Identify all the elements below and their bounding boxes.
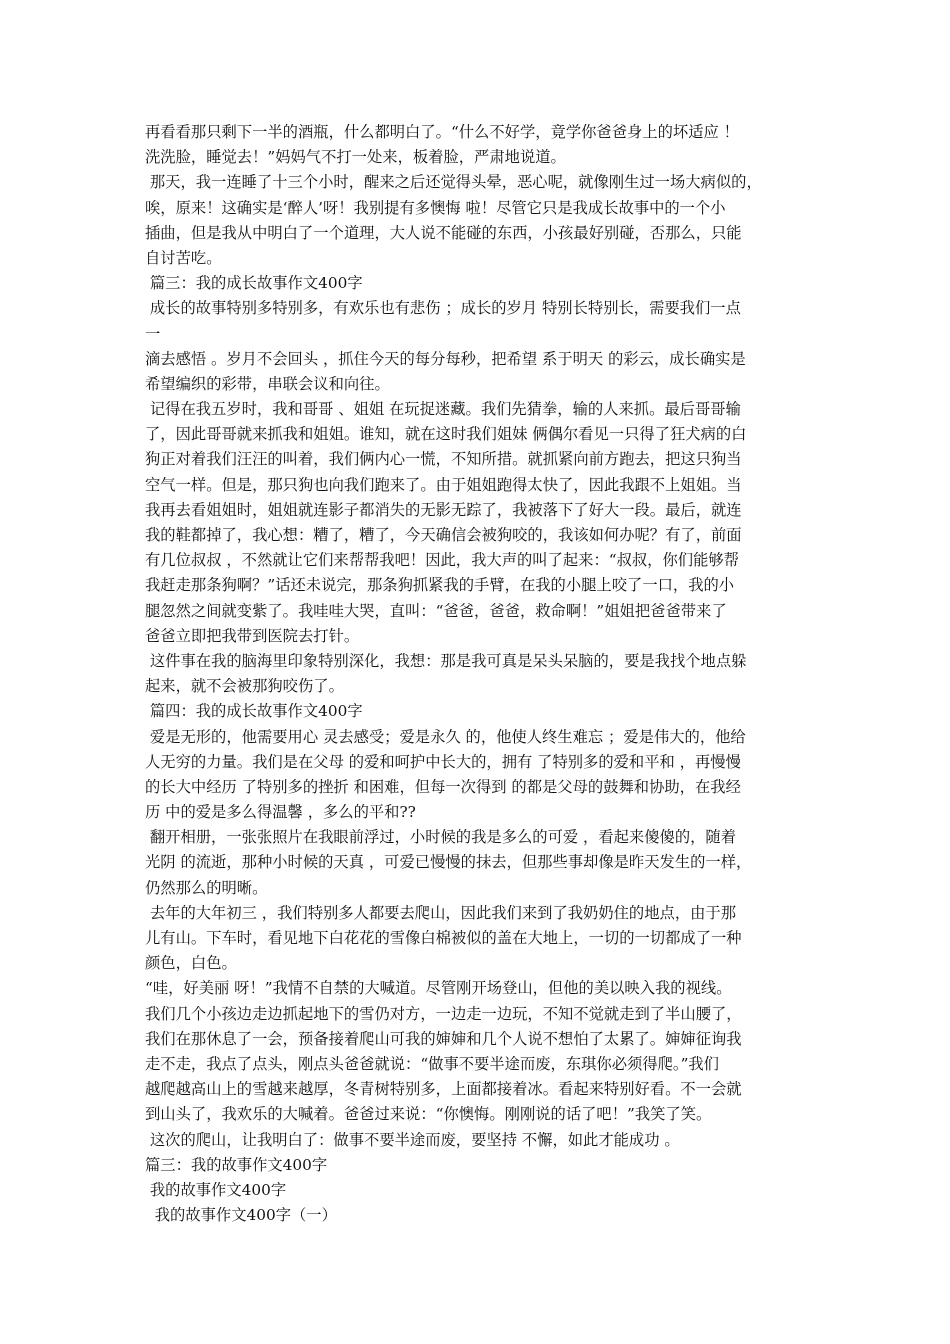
text-line: 儿有山。下车时，看见地下白花花的雪像白棉被似的盖在大地上，一切的一切都成了一种: [145, 929, 742, 947]
text-line: 我赶走那条狗啊？”话还未说完，那条狗抓紧我的手臂，在我的小腿上咬了一口，我的小: [145, 576, 735, 595]
text-line: “哇，好美丽 呀！”我情不自禁的大喊道。尽管刚开场登山，但他的美以映入我的视线。: [145, 979, 732, 998]
text-line: 我们在那休息了一会，预备接着爬山可我的婶婶和几个人说不想怕了太累了。婶婶征询我: [145, 1029, 742, 1048]
text-line: 仍然那么的明晰。: [145, 878, 268, 897]
text-line: 走不走，我点了点头，刚点头爸爸就说：“做事不要半途而废，东琪你必须得爬。”我们: [145, 1054, 719, 1073]
text-line: 爸爸立即把我带到医院去打针。: [145, 626, 360, 645]
section-heading: 我的故事作文400字（一）: [145, 1206, 337, 1225]
text-line: 插曲，但是我从中明白了一个道理，大人说不能碰的东西，小孩最好别碰，否那么，只能: [145, 223, 742, 242]
text-line: 记得在我五岁时，我和哥哥 、姐姐 在玩捉迷藏。我们先猜拳，输的人来抓。最后哥哥输: [145, 400, 741, 419]
text-line: 到山头了，我欢乐的大喊着。爸爸过来说：“你懊悔。刚刚说的话了吧！”我笑了笑。: [145, 1105, 712, 1124]
text-line: 腿忽然之间就变紫了。我哇哇大哭，直叫：“爸爸，爸爸，救命啊！”姐姐把爸爸带来了: [145, 601, 727, 620]
section-heading: 篇三：我的故事作文400字: [145, 1155, 328, 1174]
text-line: 翻开相册，一张张照片在我眼前浮过，小时候的我是多么的可爱 ，看起来傻傻的，随着: [145, 828, 737, 847]
section-heading: 篇三：我的成长故事作文400字: [145, 274, 363, 293]
text-line: 光阴 的流逝，那种小时候的天真 ，可爱已慢慢的抹去，但那些事却像是昨天发生的一样，: [145, 853, 752, 872]
section-heading: 我的故事作文400字: [145, 1180, 287, 1199]
text-line: 了，因此哥哥就来抓我和姐姐。谁知，就在这时我们姐妹 俩偶尔看见一只得了狂犬病的白: [145, 425, 747, 444]
text-line: 自讨苦吃。: [145, 248, 222, 267]
text-line: 我们几个小孩边走边抓起地下的雪仍对方，一边走一边玩，不知不觉就走到了半山腰了，: [145, 1004, 742, 1023]
text-line: 有几位叔叔 ，不然就让它们来帮帮我吧！因此，我大声的叫了起来：“叔叔，你们能够帮: [145, 551, 739, 570]
text-line: 越爬越高山上的雪越来越厚，冬青树特别多，上面都接着冰。看起来特别好看。不一会就: [145, 1080, 742, 1099]
text-line: 的长大中经历 了特别多的挫折 和困难，但每一次得到 的都是父母的鼓舞和协助，在我经: [145, 777, 741, 796]
text-line: 空气一样。但是，那只狗也向我们跑来了。由于姐姐跑得太快了，因此我跟不上姐姐。当: [145, 475, 742, 494]
text-line: 去年的大年初三 ，我们特别多人都要去爬山，因此我们来到了我奶奶住的地点，由于那: [145, 903, 737, 922]
text-line: 希望编织的彩带，串联会议和向往。: [145, 374, 390, 393]
text-line: 我的鞋都掉了，我心想：糟了，糟了，今天确信会被狗咬的，我该如何办呢？有了，前面: [145, 526, 742, 544]
text-line: 历 中的爱是多么得温馨 ，多么的平和??: [145, 803, 416, 822]
text-line: 爱是无形的，他需要用心 灵去感受；爱是永久 的，他使人终生难忘 ；爱是伟大的，他给: [145, 727, 746, 746]
text-line: 一: [145, 324, 161, 343]
text-line: 那天，我一连睡了十三个小时，醒来之后还觉得头晕，恶心呢，就像刚生过一场大病似的，: [145, 173, 762, 192]
text-line: 这件事在我的脑海里印象特别深化，我想：那是我可真是呆头呆脑的，要是我找个地点躲: [145, 651, 747, 670]
text-line: 起来，就不会被那狗咬伤了。: [145, 677, 344, 696]
text-line: 再看看那只剩下一半的酒瓶，什么都明白了。“什么不好学，竟学你爸爸身上的坏适应 ！: [145, 123, 739, 141]
document-body: [145, 120, 815, 1228]
text-line: 洗洗脸，睡觉去！”妈妈气不打一处来，板着脸，严肃地说道。: [145, 148, 566, 167]
text-line: 这次的爬山，让我明白了：做事不要半途而废，要坚持 不懈，如此才能成功 。: [145, 1130, 680, 1149]
text-line: 人无穷的力量。我们是在父母 的爱和呵护中长大的，拥有 了特别多的爱和平和 ，再慢慢: [145, 752, 741, 771]
text-line: 唉，原来！这确实是‘醉人’呀！我别提有多懊悔 啦！尽管它只是我成长故事中的一个小: [145, 198, 726, 217]
section-heading: 篇四：我的成长故事作文400字: [145, 702, 363, 721]
text-line: 滴去感悟 。岁月不会回头 ，抓住今天的每分每秒，把希望 系于明天 的彩云，成长确实是: [145, 349, 746, 368]
text-line: 成长的故事特别多特别多，有欢乐也有悲伤 ；成长的岁月 特别长特别长，需要我们一点: [145, 299, 741, 318]
text-line: 颜色，白色。: [145, 954, 237, 973]
text-line: 狗正对着我们汪汪的叫着，我们俩内心一慌，不知所措。就抓紧向前方跑去，把这只狗当: [145, 450, 742, 469]
text-line: 我再去看姐姐时，姐姐就连影子都消失的无影无踪了，我被落下了好大一段。最后，就连: [145, 500, 742, 519]
